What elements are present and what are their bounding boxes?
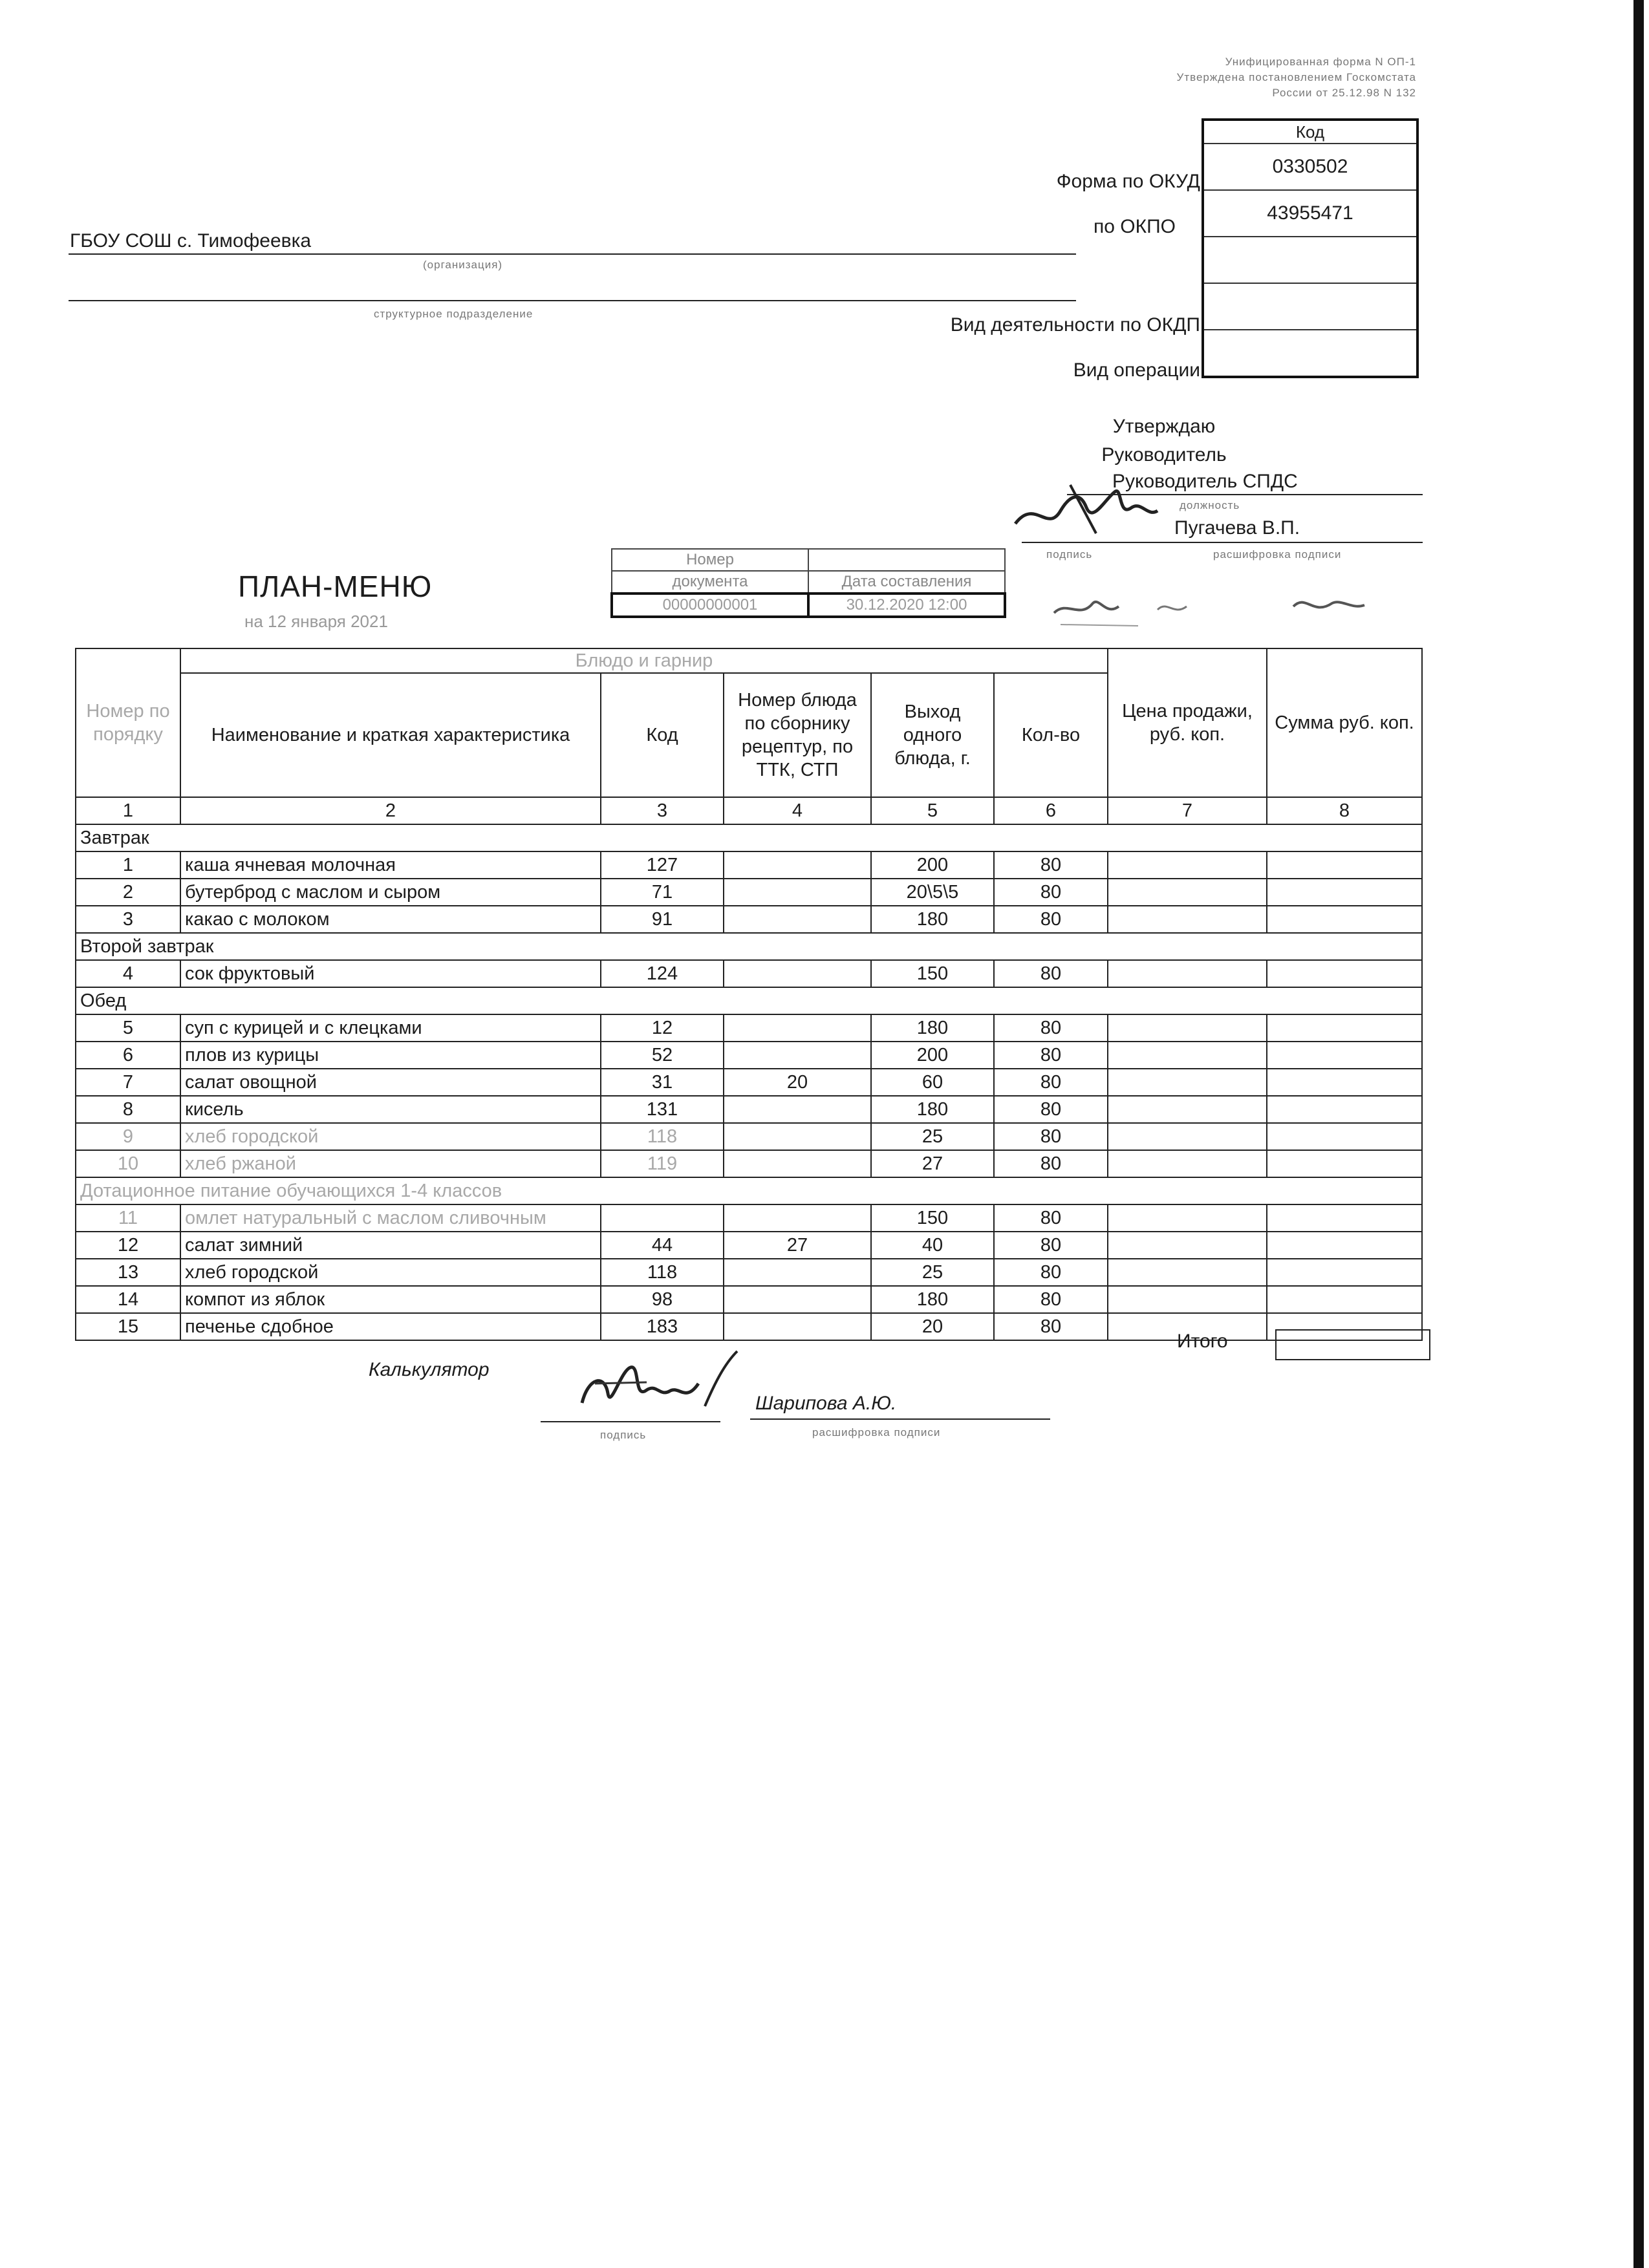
table-row — [76, 1150, 1422, 1177]
dish-qty: 80 — [994, 1150, 1108, 1177]
dish-name: хлеб городской — [180, 1123, 601, 1150]
doc-number-value: 00000000001 — [612, 594, 808, 617]
code-header: Код — [1295, 122, 1325, 142]
subdivision-caption: структурное подразделение — [374, 308, 534, 320]
dish-qty: 80 — [994, 1123, 1108, 1150]
row-number: 15 — [76, 1313, 180, 1340]
table-row — [76, 1123, 1422, 1150]
number-header: Номер — [612, 549, 808, 571]
price-cell — [1108, 1069, 1267, 1096]
sum-cell — [1267, 1123, 1422, 1150]
price-cell — [1108, 1014, 1267, 1042]
codes-box — [1202, 118, 1419, 378]
table-row — [76, 879, 1422, 906]
price-cell — [1108, 1123, 1267, 1150]
row-number: 3 — [76, 906, 180, 933]
okud-label: Форма по ОКУД — [1056, 171, 1200, 192]
price-cell — [1108, 1286, 1267, 1313]
dish-name: хлеб городской — [180, 1259, 601, 1286]
section-title-second-breakfast: Второй завтрак — [76, 933, 1422, 960]
dish-name: суп с курицей и с клецками — [180, 1014, 601, 1042]
position-caption: должность — [1180, 499, 1240, 511]
dish-qty: 80 — [994, 1232, 1108, 1259]
section-row — [76, 824, 1422, 851]
row-number: 13 — [76, 1259, 180, 1286]
dish-code: 118 — [601, 1123, 724, 1150]
sum-cell — [1267, 1286, 1422, 1313]
dish-qty: 80 — [994, 879, 1108, 906]
dish-code: 183 — [601, 1313, 724, 1340]
operation-label: Вид операции — [1073, 359, 1200, 381]
table-row — [76, 1069, 1422, 1096]
dish-name: омлет натуральный с маслом сливочным — [180, 1204, 601, 1232]
empty-code-cell — [1204, 236, 1416, 283]
recipe-number — [724, 906, 871, 933]
sum-cell — [1267, 1069, 1422, 1096]
okdp-label: Вид деятельности по ОКДП — [950, 314, 1200, 336]
document-subtitle: на 12 января 2021 — [244, 612, 388, 631]
dish-code: 127 — [601, 851, 724, 879]
sum-cell — [1267, 879, 1422, 906]
col-number: 3 — [601, 797, 724, 824]
dish-qty: 80 — [994, 1313, 1108, 1340]
dish-name: какао с молоком — [180, 906, 601, 933]
price-cell — [1108, 879, 1267, 906]
recipe-number — [724, 879, 871, 906]
price-cell — [1108, 1096, 1267, 1123]
dish-code: 91 — [601, 906, 724, 933]
col-number: 4 — [724, 797, 871, 824]
dish-name: каша ячневая молочная — [180, 851, 601, 879]
dish-qty: 80 — [994, 1204, 1108, 1232]
approval-date-handwriting — [1048, 581, 1397, 632]
table-row — [76, 1204, 1422, 1232]
dish-name: плов из курицы — [180, 1042, 601, 1069]
sum-cell — [1267, 1042, 1422, 1069]
row-number: 14 — [76, 1286, 180, 1313]
dish-yield: 25 — [871, 1259, 994, 1286]
sum-cell — [1267, 1150, 1422, 1177]
price-cell — [1108, 1042, 1267, 1069]
row-number: 9 — [76, 1123, 180, 1150]
table-row — [76, 960, 1422, 987]
recipe-number — [724, 1042, 871, 1069]
dish-yield: 20\5\5 — [871, 879, 994, 906]
dish-qty: 80 — [994, 1096, 1108, 1123]
calculator-name-underline — [750, 1418, 1050, 1420]
dish-name: салат зимний — [180, 1232, 601, 1259]
header-name: Наименование и краткая характеристика — [180, 673, 601, 797]
header-sum: Сумма руб. коп. — [1267, 648, 1422, 797]
header-num: Номер по порядку — [76, 648, 180, 797]
recipe-number — [724, 1014, 871, 1042]
dish-yield: 180 — [871, 1096, 994, 1123]
approval-note-line-2: Утверждена постановлением Госкомстата — [1176, 71, 1416, 83]
sum-cell — [1267, 906, 1422, 933]
subdivision-underline — [69, 300, 1076, 301]
approver-position: Руководитель СПДС — [1112, 471, 1298, 492]
organization-name: ГБОУ СОШ с. Тимофеевка — [70, 230, 312, 251]
okdp-value — [1204, 283, 1416, 329]
dish-yield: 200 — [871, 1042, 994, 1069]
row-number: 1 — [76, 851, 180, 879]
dish-yield: 180 — [871, 1286, 994, 1313]
dish-yield: 200 — [871, 851, 994, 879]
dish-qty: 80 — [994, 906, 1108, 933]
approval-note-line-3: России от 25.12.98 N 132 — [1272, 87, 1416, 99]
organization-underline — [69, 253, 1076, 255]
price-cell — [1108, 960, 1267, 987]
section-row — [76, 1177, 1422, 1204]
dish-yield: 180 — [871, 906, 994, 933]
col-number: 8 — [1267, 797, 1422, 824]
header-yield: Выход одного блюда, г. — [871, 673, 994, 797]
col-number: 2 — [180, 797, 601, 824]
price-cell — [1108, 1204, 1267, 1232]
sum-cell — [1267, 1014, 1422, 1042]
recipe-number — [724, 1123, 871, 1150]
calculator-signature — [569, 1345, 750, 1422]
dish-code: 98 — [601, 1286, 724, 1313]
calculator-label: Калькулятор — [369, 1359, 490, 1380]
recipe-number — [724, 1259, 871, 1286]
recipe-number — [724, 960, 871, 987]
approval-line-2: Руководитель — [1101, 444, 1227, 465]
dish-name: компот из яблок — [180, 1286, 601, 1313]
column-number-row — [76, 797, 1422, 824]
price-cell — [1108, 1150, 1267, 1177]
dish-yield: 27 — [871, 1150, 994, 1177]
price-cell — [1108, 1259, 1267, 1286]
price-cell — [1108, 906, 1267, 933]
dish-qty: 80 — [994, 851, 1108, 879]
row-number: 4 — [76, 960, 180, 987]
dish-qty: 80 — [994, 1014, 1108, 1042]
dish-code: 71 — [601, 879, 724, 906]
recipe-number: 20 — [724, 1069, 871, 1096]
okpo-label: по ОКПО — [1094, 216, 1176, 237]
calculator-signature-caption: подпись — [600, 1429, 647, 1441]
dish-code: 12 — [601, 1014, 724, 1042]
dish-code: 124 — [601, 960, 724, 987]
header-recipe: Номер блюда по сборнику рецептур, по ТТК, СТП — [724, 673, 871, 797]
approval-line-1: Утверждаю — [1112, 416, 1216, 437]
date-label: Дата составления — [808, 571, 1005, 594]
organization-caption: (организация) — [423, 259, 503, 271]
total-value-cell — [1275, 1329, 1430, 1360]
recipe-number: 27 — [724, 1232, 871, 1259]
calculator-name-caption: расшифровка подписи — [812, 1426, 941, 1439]
table-row — [76, 906, 1422, 933]
dish-name: салат овощной — [180, 1069, 601, 1096]
row-number: 7 — [76, 1069, 180, 1096]
recipe-number — [724, 1096, 871, 1123]
calculator-name: Шарипова А.Ю. — [755, 1393, 897, 1414]
col-number: 5 — [871, 797, 994, 824]
header-dish-group: Блюдо и гарнир — [180, 648, 1108, 673]
recipe-number — [724, 1286, 871, 1313]
table-row — [76, 1014, 1422, 1042]
header-qty: Кол-во — [994, 673, 1108, 797]
sum-cell — [1267, 1259, 1422, 1286]
table-row — [76, 851, 1422, 879]
dish-code: 44 — [601, 1232, 724, 1259]
row-number: 5 — [76, 1014, 180, 1042]
dish-qty: 80 — [994, 1259, 1108, 1286]
approver-name: Пугачева В.П. — [1174, 517, 1300, 539]
row-number: 6 — [76, 1042, 180, 1069]
sum-cell — [1267, 1204, 1422, 1232]
section-row — [76, 933, 1422, 960]
table-row — [76, 1286, 1422, 1313]
menu-table — [75, 648, 1423, 1341]
dish-qty: 80 — [994, 1286, 1108, 1313]
dish-name: сок фруктовый — [180, 960, 601, 987]
dish-code — [601, 1204, 724, 1232]
approver-name-caption: расшифровка подписи — [1213, 548, 1342, 561]
dish-yield: 150 — [871, 960, 994, 987]
dish-qty: 80 — [994, 960, 1108, 987]
row-number: 10 — [76, 1150, 180, 1177]
sum-cell — [1267, 960, 1422, 987]
dish-yield: 40 — [871, 1232, 994, 1259]
row-number: 2 — [76, 879, 180, 906]
price-cell — [1108, 1232, 1267, 1259]
dish-code: 118 — [601, 1259, 724, 1286]
col-number: 1 — [76, 797, 180, 824]
operation-value — [1204, 329, 1416, 376]
dish-name: бутерброд с маслом и сыром — [180, 879, 601, 906]
dish-yield: 60 — [871, 1069, 994, 1096]
approval-note-line-1: Унифицированная форма N ОП-1 — [1225, 56, 1416, 68]
dish-name: хлеб ржаной — [180, 1150, 601, 1177]
dish-qty: 80 — [994, 1042, 1108, 1069]
section-row — [76, 987, 1422, 1014]
header-code: Код — [601, 673, 724, 797]
section-title-subsidized: Дотационное питание обучающихся 1-4 классов — [76, 1177, 1422, 1204]
dish-yield: 25 — [871, 1123, 994, 1150]
header-price: Цена продажи, руб. коп. — [1108, 648, 1267, 797]
approver-signature — [1009, 472, 1164, 543]
recipe-number — [724, 1313, 871, 1340]
document-number-table — [610, 548, 1006, 618]
dish-code: 119 — [601, 1150, 724, 1177]
recipe-number — [724, 1204, 871, 1232]
row-number: 11 — [76, 1204, 180, 1232]
dish-name: кисель — [180, 1096, 601, 1123]
sum-cell — [1267, 1232, 1422, 1259]
dish-name: печенье сдобное — [180, 1313, 601, 1340]
total-label: Итого — [1177, 1331, 1228, 1352]
doc-number-label: документа — [612, 571, 808, 594]
table-row — [76, 1232, 1422, 1259]
table-row — [76, 1259, 1422, 1286]
table-row — [76, 1042, 1422, 1069]
section-title-lunch: Обед — [76, 987, 1422, 1014]
col-number: 7 — [1108, 797, 1267, 824]
calculator-signature-underline — [541, 1421, 720, 1422]
date-value: 30.12.2020 12:00 — [808, 594, 1005, 617]
approver-signature-caption: подпись — [1046, 548, 1093, 561]
approval-block — [1015, 412, 1313, 469]
dish-code: 52 — [601, 1042, 724, 1069]
number-header-blank — [808, 549, 1005, 571]
row-number: 12 — [76, 1232, 180, 1259]
sum-cell — [1267, 1096, 1422, 1123]
row-number: 8 — [76, 1096, 180, 1123]
section-title-breakfast: Завтрак — [76, 824, 1422, 851]
okud-value: 0330502 — [1204, 143, 1416, 189]
recipe-number — [724, 1150, 871, 1177]
dish-qty: 80 — [994, 1069, 1108, 1096]
dish-yield: 150 — [871, 1204, 994, 1232]
recipe-number — [724, 851, 871, 879]
scan-edge — [1633, 0, 1644, 2268]
dish-code: 31 — [601, 1069, 724, 1096]
price-cell — [1108, 851, 1267, 879]
document-title: ПЛАН-МЕНЮ — [238, 570, 433, 603]
col-number: 6 — [994, 797, 1108, 824]
okpo-value: 43955471 — [1204, 189, 1416, 236]
table-row — [76, 1096, 1422, 1123]
dish-yield: 20 — [871, 1313, 994, 1340]
dish-code: 131 — [601, 1096, 724, 1123]
dish-yield: 180 — [871, 1014, 994, 1042]
sum-cell — [1267, 851, 1422, 879]
